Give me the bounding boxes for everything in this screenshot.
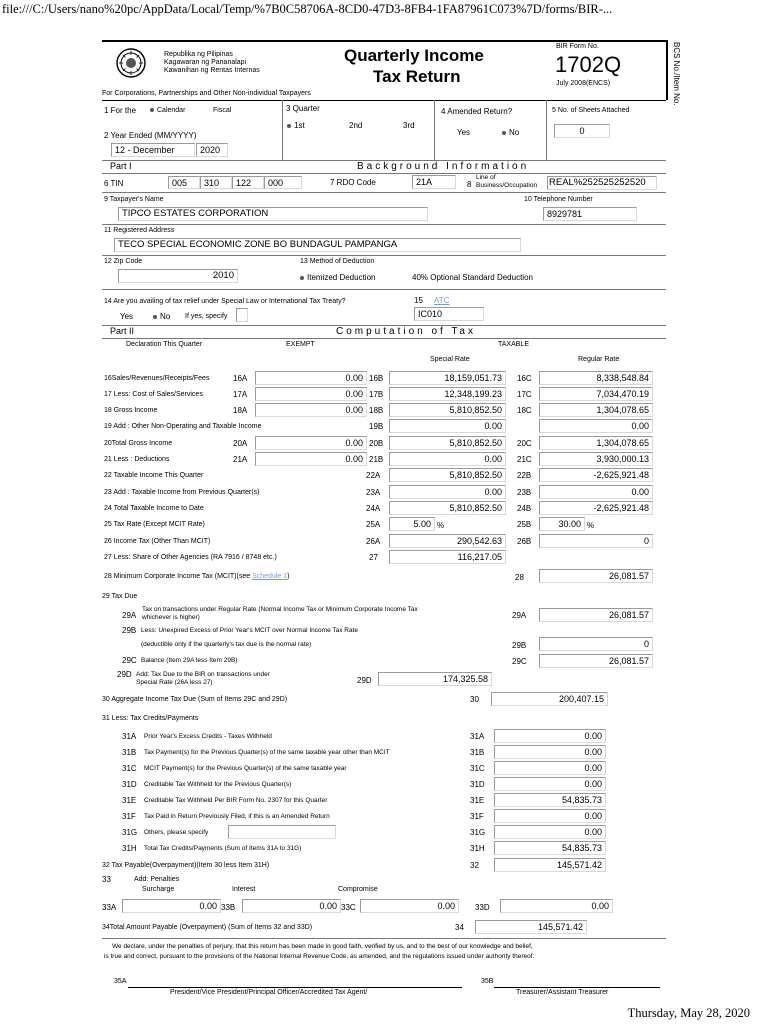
row-18b-code: 18B xyxy=(369,406,384,415)
row-31d-code: 31D xyxy=(470,780,485,789)
row-31g-code: 31G xyxy=(470,828,486,837)
row-29d-field[interactable]: 174,325.58 xyxy=(378,672,492,686)
row-29a-text-1: Tax on transactions under Regular Rate (Normal Income Tax or Minimum Corporate Income Tax xyxy=(142,606,418,613)
row-28-label xyxy=(104,573,289,580)
col-regular-rate: Regular Rate xyxy=(578,356,620,363)
calendar-radio[interactable] xyxy=(150,107,185,114)
row-31g-number: 31G xyxy=(122,828,138,837)
item-3-label: 3 Quarter xyxy=(286,104,320,113)
relief-specify-label: If yes, specify xyxy=(185,313,228,320)
row-32-field[interactable]: 145,571.42 xyxy=(494,858,606,872)
taxpayer-name-label: 9 Taxpayer's Name xyxy=(104,196,164,203)
row-21a-field[interactable]: 0.00 xyxy=(255,452,367,466)
items-divider-2 xyxy=(434,100,435,160)
radio-selected-icon xyxy=(502,131,506,135)
row-23a-code: 23A xyxy=(366,488,381,497)
signature-35a-caption: President/Vice President/Principal Officer/Accredited Tax Agent/ xyxy=(170,989,368,996)
row-31d-number: 31D xyxy=(122,780,137,789)
row-29b-code: 29B xyxy=(512,641,527,650)
row-26a-code: 26A xyxy=(366,537,381,546)
schedule-1-link[interactable]: Schedule 1 xyxy=(252,573,288,580)
row-29d-code: 29D xyxy=(357,676,372,685)
row-31b-text: Tax Payment(s) for the Previous Quarter(s) of the same taxable year other than MCIT xyxy=(144,749,390,756)
row-18c-code: 18C xyxy=(517,406,532,415)
agency-line-2: Kagawaran ng Pananalapi xyxy=(164,59,247,66)
signature-35b-code: 35B xyxy=(481,978,494,985)
row-21a-code: 21A xyxy=(233,455,248,464)
row-32-code: 32 xyxy=(470,861,479,870)
row-17a-code: 17A xyxy=(233,390,248,399)
row-31c-text: MCIT Payment(s) for the Previous Quarter(s) of the same taxable year xyxy=(144,765,347,772)
row-29d-number: 29D xyxy=(117,670,132,679)
row-20a-field[interactable]: 0.00 xyxy=(255,436,367,450)
row-31c-number: 31C xyxy=(122,764,137,773)
row-31b-field[interactable]: 0.00 xyxy=(494,745,606,759)
row-31f-code: 31F xyxy=(470,812,484,821)
row-29d-text-2: Special Rate (26A less 27) xyxy=(136,679,213,686)
row-31f-number: 31F xyxy=(122,812,136,821)
amended-no-label: No xyxy=(509,128,520,137)
row-30-code: 30 xyxy=(470,695,479,704)
row-26-label: 26 Income Tax (Other Than MCIT) xyxy=(104,538,211,545)
atc-link[interactable]: ATC xyxy=(434,296,450,305)
row-31b-code: 31B xyxy=(470,748,485,757)
row-31a-code: 31A xyxy=(470,732,485,741)
row-33c-code: 33C xyxy=(341,903,356,912)
quarter-1st-radio[interactable] xyxy=(287,121,305,130)
row-24a-code: 24A xyxy=(366,504,381,513)
row-25b-percent: % xyxy=(587,521,595,530)
row-16b-code: 16B xyxy=(369,374,384,383)
row-31a-number: 31A xyxy=(122,732,137,741)
row-16a-field[interactable]: 0.00 xyxy=(255,371,367,385)
relief-yes-radio[interactable]: Yes xyxy=(120,312,134,321)
row-31-label: 31 Less: Tax Credits/Payments xyxy=(102,715,199,722)
row-20-label: 20Total Gross Income xyxy=(104,440,173,447)
row-19b-field[interactable]: 0.00 xyxy=(389,419,506,433)
interest-label: Interest xyxy=(232,886,256,893)
row-24b-field[interactable]: -2,625,921.48 xyxy=(539,501,653,515)
surcharge-label: Surcharge xyxy=(142,886,175,893)
row-29c-field[interactable]: 26,081.57 xyxy=(539,654,653,668)
row-24b-code: 24B xyxy=(517,504,532,513)
row-31d-text: Creditable Tax Withheld for the Previous Quarter(s) xyxy=(144,781,292,788)
row-31d-field[interactable]: 0.00 xyxy=(494,777,606,791)
row-31f-text: Tax Paid in Return Previously Filed, if this is an Amended Return xyxy=(144,813,330,820)
row-33b-field[interactable]: 0.00 xyxy=(242,899,341,913)
year-ended-year[interactable]: 2020 xyxy=(196,143,228,157)
row-33d-field[interactable]: 0.00 xyxy=(500,899,613,913)
row-21b-field[interactable]: 0.00 xyxy=(389,452,506,466)
year-ended-month[interactable]: 12 - December xyxy=(111,143,195,157)
row-25a-field[interactable]: 5.00 xyxy=(389,517,435,531)
relief-specify-field[interactable] xyxy=(236,308,248,322)
row-25-label: 25 Tax Rate (Except MCIT Rate) xyxy=(104,521,205,528)
radio-selected-icon xyxy=(153,315,157,319)
row-33c-field[interactable]: 0.00 xyxy=(360,899,459,913)
row-33a-field[interactable]: 0.00 xyxy=(122,899,221,913)
quarter-3rd-radio[interactable]: 3rd xyxy=(403,121,415,130)
items-divider-1 xyxy=(282,100,283,160)
row-28-text: 28 Minimum Corporate Income Tax (MCIT)(see xyxy=(104,573,251,580)
calendar-label: Calendar xyxy=(157,107,186,114)
form-version: July 2008(ENCS) xyxy=(556,80,611,87)
col-declaration: Declaration This Quarter xyxy=(126,341,203,348)
tin-field-1[interactable]: 005 xyxy=(168,176,200,189)
row-22a-field[interactable]: 5,810,852.50 xyxy=(389,468,506,482)
row-18a-code: 18A xyxy=(233,406,248,415)
row-21b-code: 21B xyxy=(369,455,384,464)
row-26b-code: 26B xyxy=(517,537,532,546)
row-24-label: 24 Total Taxable Income to Date xyxy=(104,505,204,512)
row-26a-field[interactable]: 290,542.63 xyxy=(389,534,506,548)
radio-selected-icon xyxy=(300,276,304,280)
row-21c-code: 21C xyxy=(517,455,532,464)
quarter-1st-label: 1st xyxy=(294,121,305,130)
row-16-label: 16Sales/Revenues/Receipts/Fees xyxy=(104,375,210,382)
radio-selected-icon xyxy=(287,124,291,128)
row-18-label: 18 Gross Income xyxy=(104,407,158,414)
optional-deduction-radio[interactable]: 40% Optional Standard Deduction xyxy=(412,273,533,282)
row-31f-field[interactable]: 0.00 xyxy=(494,809,606,823)
row-17b-field[interactable]: 12,348,199.23 xyxy=(389,387,506,401)
row-29d-text-1: Add: Tax Due to the BIR on transactions under xyxy=(136,671,270,678)
tin-field-3[interactable]: 122 xyxy=(232,176,264,189)
page-url: file:///C:/Users/nano%20pc/AppData/Local/Temp/%7B0C58706A-8CD0-47D3-8FB4-1FA87961C073%7D/forms/BIR-... xyxy=(2,2,613,16)
method-of-deduction-label: 13 Method of Deduction xyxy=(300,258,375,265)
row-22a-code: 22A xyxy=(366,471,381,480)
row-20c-field[interactable]: 1,304,078.65 xyxy=(539,436,653,450)
penalties-label: Add: Penalties xyxy=(134,876,180,883)
telephone-label: 10 Telephone Number xyxy=(524,196,593,203)
item-14-label: 14 Are you availing of tax relief under Special Law or International Tax Treaty? xyxy=(104,298,346,305)
row-29a-code: 29A xyxy=(512,611,527,620)
rdo-code-field[interactable]: 21A xyxy=(412,175,456,189)
part2-title-line xyxy=(102,338,666,339)
row-31a-field[interactable]: 0.00 xyxy=(494,729,606,743)
row-20b-field[interactable]: 5,810,852.50 xyxy=(389,436,506,450)
row-29a-field[interactable]: 26,081.57 xyxy=(539,608,653,622)
row-27-label: 27 Less: Share of Other Agencies (RA 7916 / 8748 etc.) xyxy=(104,554,277,561)
row-31h-field[interactable]: 54,835.73 xyxy=(494,841,606,855)
row-29c-text: Balance (Item 29A less Item 29B) xyxy=(141,657,238,664)
row-29b-number: 29B xyxy=(122,626,137,635)
signature-35a-line[interactable] xyxy=(128,987,462,988)
part2-title: Computation of Tax xyxy=(336,326,476,337)
row-19-label: 19 Add : Other Non-Operating and Taxable Income xyxy=(104,423,262,430)
line-of-business-label-2: Business/Occupation xyxy=(476,182,538,189)
bir-seal-icon xyxy=(116,48,146,78)
declaration-line-2: is true and correct, pursuant to the provisions of the National Internal Revenue Code, as amended, and the regulations issued under authority thereof. xyxy=(104,953,535,960)
bcs-side-note: BCS No./Item No. xyxy=(672,42,681,106)
row-28-close: ) xyxy=(287,573,290,580)
relief-no-label: No xyxy=(160,312,171,321)
row-24a-field[interactable]: 5,810,852.50 xyxy=(389,501,506,515)
amended-no-radio[interactable] xyxy=(502,128,519,137)
item-8-number: 8 xyxy=(467,180,472,189)
item-5-label: 5 No. of Sheets Attached xyxy=(552,107,630,114)
row-22b-code: 22B xyxy=(517,471,532,480)
row-32-label: 32 Tax Payable(Overpayment)(Item 30 less Item 31H) xyxy=(102,862,270,869)
row-31h-code: 31H xyxy=(470,844,485,853)
row-17a-field[interactable]: 0.00 xyxy=(255,387,367,401)
form-top-border xyxy=(102,40,666,42)
form-title-line-1: Quarterly Income xyxy=(344,46,484,65)
row-23a-field[interactable]: 0.00 xyxy=(389,485,506,499)
row-20b-code: 20B xyxy=(369,439,384,448)
telephone-field[interactable]: 8929781 xyxy=(543,207,637,221)
zip-code-field[interactable]: 2010 xyxy=(118,269,238,283)
sheets-attached-field[interactable]: 0 xyxy=(554,124,610,138)
registered-address-label: 11 Registered Address xyxy=(104,227,175,234)
footer-divider xyxy=(102,938,666,939)
row-16c-code: 16C xyxy=(517,374,532,383)
row-21c-field[interactable]: 3,930,000.13 xyxy=(539,452,653,466)
row-27-field[interactable]: 116,217.05 xyxy=(389,550,506,564)
taxpayer-name-field[interactable]: TIPCO ESTATES CORPORATION xyxy=(118,207,428,221)
form-number: 1702Q xyxy=(555,52,622,77)
row-25b-code: 25B xyxy=(517,520,532,529)
compromise-label: Compromise xyxy=(338,886,378,893)
form-title-line-2: Tax Return xyxy=(373,67,461,86)
form-subtitle: For Corporations, Partnerships and Other Non-individual Taxpayers xyxy=(102,90,311,97)
rdo-code-label: 7 RDO Code xyxy=(330,178,376,187)
radio-selected-icon xyxy=(150,108,154,112)
row-23b-code: 23B xyxy=(517,488,532,497)
row-31e-field[interactable]: 54,835.73 xyxy=(494,793,606,807)
row-28-field[interactable]: 26,081.57 xyxy=(539,569,653,583)
row-18b-field[interactable]: 5,810,852.50 xyxy=(389,403,506,417)
item-1-label: 1 For the xyxy=(104,106,137,115)
row-17b-code: 17B xyxy=(369,390,384,399)
row-17c-field[interactable]: 7,034,470.19 xyxy=(539,387,653,401)
item-4-label: 4 Amended Return? xyxy=(441,107,513,116)
row-34-label: 34Total Amount Payable (Overpayment) (Sum of Items 32 and 33D) xyxy=(102,924,313,931)
row-17c-code: 17C xyxy=(517,390,532,399)
row-31g-specify-field[interactable] xyxy=(228,825,336,839)
zip-code-label: 12 Zip Code xyxy=(104,258,143,265)
col-exempt: EXEMPT xyxy=(286,341,315,348)
line-of-business-field[interactable]: REAL%252525252520 xyxy=(547,176,657,190)
row-29b-text-2: (deductible only if the quarterly's tax due is the normal rate) xyxy=(141,641,312,648)
row-29-label: 29 Tax Due xyxy=(102,593,138,600)
row-25a-code: 25A xyxy=(366,520,381,529)
atc-field[interactable]: IC010 xyxy=(414,307,484,321)
row-31h-number: 31H xyxy=(122,844,137,853)
tin-field-4[interactable]: 000 xyxy=(264,176,302,189)
row-28-code: 28 xyxy=(515,573,524,582)
declaration-line-1: We declare, under the penalties of perjury, that this return has been made in good faith, verified by us, and to the best of our knowledge and belief, xyxy=(112,943,533,950)
signature-35a-code: 35A xyxy=(114,978,127,985)
part1-title: Background Information xyxy=(357,161,530,172)
row-27-code: 27 xyxy=(369,553,378,562)
row-23b-field[interactable]: 0.00 xyxy=(539,485,653,499)
row-18c-field[interactable]: 1,304,078.65 xyxy=(539,403,653,417)
row-33b-code: 33B xyxy=(221,903,236,912)
row-33-number: 33 xyxy=(102,875,111,884)
registered-address-field[interactable]: TECO SPECIAL ECONOMIC ZONE BO BUNDAGUL PAMPANGA xyxy=(114,238,521,252)
agency-line-1: Republika ng Pilipinas xyxy=(164,51,233,58)
item-15-number: 15 xyxy=(414,296,423,305)
row-31h-text: Total Tax Credits/Payments (Sum of Items 31A to 31G) xyxy=(144,845,302,852)
row-19c-field[interactable]: 0.00 xyxy=(539,419,653,433)
row-line-zip xyxy=(102,289,666,290)
quarter-2nd-radio[interactable]: 2nd xyxy=(349,121,363,130)
row-33a-code: 33A xyxy=(102,903,117,912)
item-2-label: 2 Year Ended (MM/YYYY) xyxy=(104,131,197,140)
line-of-business-label-1: Line of xyxy=(476,174,496,181)
row-16c-field[interactable]: 8,338,548.84 xyxy=(539,371,653,385)
row-18a-field[interactable]: 0.00 xyxy=(255,403,367,417)
row-line-address xyxy=(102,255,666,256)
col-taxable: TAXABLE xyxy=(498,341,529,348)
signature-35b-caption: Treasurer/Assistant Treasurer xyxy=(516,989,609,996)
row-20a-code: 20A xyxy=(233,439,248,448)
row-16a-code: 16A xyxy=(233,374,248,383)
row-30-label: 30 Aggregate Income Tax Due (Sum of Items 29C and 29D) xyxy=(102,696,288,703)
row-31c-field[interactable]: 0.00 xyxy=(494,761,606,775)
row-34-field[interactable]: 145,571.42 xyxy=(475,920,587,934)
row-line-name xyxy=(102,224,666,225)
row-31e-text: Creditable Tax Withheld Per BIR Form No. 2307 for this Quarter xyxy=(144,797,328,804)
signature-35b-line[interactable] xyxy=(494,987,660,988)
row-25a-percent: % xyxy=(437,521,445,530)
fiscal-radio[interactable]: Fiscal xyxy=(213,107,232,114)
row-31g-text: Others, please specify xyxy=(144,829,209,836)
agency-line-3: Kawanihan ng Rentas Internas xyxy=(164,67,260,74)
amended-yes-radio[interactable]: Yes xyxy=(457,128,471,137)
row-22b-field[interactable]: -2,625,921.48 xyxy=(539,468,653,482)
form-right-border xyxy=(666,40,668,100)
row-33d-code: 33D xyxy=(475,903,490,912)
row-30-field[interactable]: 200,407.15 xyxy=(491,692,608,706)
itemized-deduction-label: Itemized Deduction xyxy=(307,273,376,282)
col-special-rate: Special Rate xyxy=(430,356,470,363)
row-29b-field[interactable]: 0 xyxy=(539,637,653,651)
part1-title-line xyxy=(102,173,666,174)
itemized-deduction-radio[interactable] xyxy=(300,273,375,282)
row-21-label: 21 Less : Deductions xyxy=(104,456,170,463)
print-date: Thursday, May 28, 2020 xyxy=(627,1006,750,1020)
row-25b-field[interactable]: 30.00 xyxy=(539,517,585,531)
form-number-label: BIR Form No. xyxy=(556,43,599,50)
row-29b-text-1: Less: Unexpired Excess of Prior Year's MCIT over Normal Income Tax Rate xyxy=(141,627,359,634)
row-29a-number: 29A xyxy=(122,611,137,620)
relief-no-radio[interactable] xyxy=(153,312,170,321)
row-31c-code: 31C xyxy=(470,764,485,773)
row-19b-code: 19B xyxy=(369,422,384,431)
items-divider-3 xyxy=(546,100,547,160)
header-divider xyxy=(102,100,666,101)
row-26b-field[interactable]: 0 xyxy=(539,534,653,548)
row-31b-number: 31B xyxy=(122,748,137,757)
row-31g-field[interactable]: 0.00 xyxy=(494,825,606,839)
part1-label: Part I xyxy=(110,161,132,171)
row-34-code: 34 xyxy=(455,923,464,932)
row-22-label: 22 Taxable Income This Quarter xyxy=(104,472,204,479)
row-line-tin xyxy=(102,192,666,193)
row-31e-code: 31E xyxy=(470,796,485,805)
row-20c-code: 20C xyxy=(517,439,532,448)
tin-field-2[interactable]: 310 xyxy=(200,176,232,189)
row-31e-number: 31E xyxy=(122,796,137,805)
row-31a-text: Prior Year's Excess Credits - Taxes Withheld xyxy=(144,733,272,740)
row-29c-number: 29C xyxy=(122,656,137,665)
row-16b-field[interactable]: 18,159,051.73 xyxy=(389,371,506,385)
part2-label: Part II xyxy=(110,326,135,336)
tin-label: 6 TIN xyxy=(104,179,124,188)
row-17-label: 17 Less: Cost of Sales/Services xyxy=(104,391,203,398)
row-29a-text-2: whichever is higher) xyxy=(142,614,200,621)
row-29c-code: 29C xyxy=(512,657,527,666)
row-23-label: 23 Add : Taxable Income from Previous Quarter(s) xyxy=(104,489,260,496)
